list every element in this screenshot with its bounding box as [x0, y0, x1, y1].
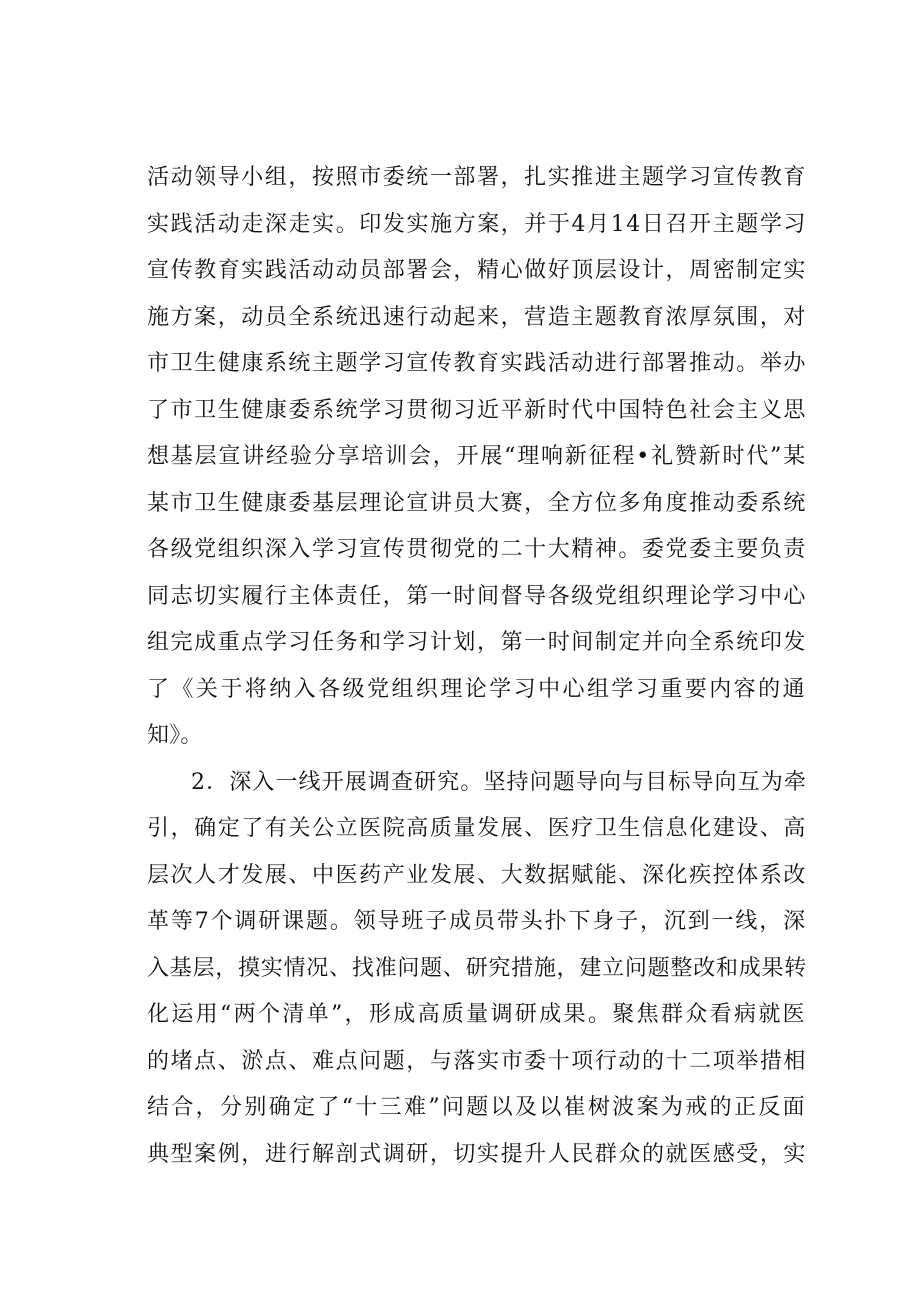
text-line: 的堵点、淤点、难点问题，与落实市委十项行动的十二项举措相: [147, 1048, 807, 1074]
text-line: 各级党组织深入学习宣传贯彻党的二十大精神。委党委主要负责: [147, 537, 807, 562]
text-line: 入基层，摸实情况、找准问题、研究措施，建立问题整改和成果转: [147, 955, 807, 981]
text-line: 了市卫生健康委系统学习贯彻习近平新时代中国特色社会主义思: [147, 397, 807, 423]
paragraph-1: [147, 155, 807, 760]
text-line: 宣传教育实践活动动员部署会，精心做好顶层设计，周密制定实: [147, 258, 807, 283]
text-line: 化运用“两个清单”，形成高质量调研成果。聚焦群众看病就医: [147, 1002, 807, 1027]
text-line: 革等7个调研课题。领导班子成员带头扑下身子，沉到一线，深: [147, 909, 807, 934]
text-line: 典型案例，进行解剖式调研，切实提升人民群众的就医感受，实: [147, 1141, 807, 1167]
paragraph-2: [147, 760, 807, 1179]
text-line: 活动领导小组，按照市委统一部署，扎实推进主题学习宣传教育: [147, 165, 807, 190]
text-line: 了《关于将纳入各级党组织理论学习中心组学习重要内容的通: [147, 676, 807, 702]
text-line: 层次人才发展、中医药产业发展、大数据赋能、深化疾控体系改: [147, 862, 807, 888]
body-text: [147, 155, 807, 1178]
text-line: 市卫生健康系统主题学习宣传教育实践活动进行部署推动。举办: [147, 351, 807, 376]
text-line: 结合，分别确定了“十三难”问题以及以崔树波案为戒的正反面: [147, 1095, 807, 1120]
text-line: 2．深入一线开展调查研究。坚持问题导向与目标导向互为牵: [191, 769, 807, 795]
text-line: 同志切实履行主体责任，第一时间督导各级党组织理论学习中心: [147, 583, 807, 609]
text-line: 想基层宣讲经验分享培训会，开展“理响新征程•礼赞新时代”某: [147, 444, 807, 469]
text-line: 施方案，动员全系统迅速行动起来，营造主题教育浓厚氛围，对: [147, 304, 807, 330]
text-line: 知》。: [147, 723, 203, 748]
text-line: 组完成重点学习任务和学习计划，第一时间制定并向全系统印发: [147, 630, 807, 655]
text-line: 某市卫生健康委基层理论宣讲员大赛，全方位多角度推动委系统: [147, 490, 807, 516]
text-line: 引，确定了有关公立医院高质量发展、医疗卫生信息化建设、高: [147, 816, 807, 841]
text-line: 实践活动走深走实。印发实施方案，并于4月14日召开主题学习: [147, 211, 807, 237]
